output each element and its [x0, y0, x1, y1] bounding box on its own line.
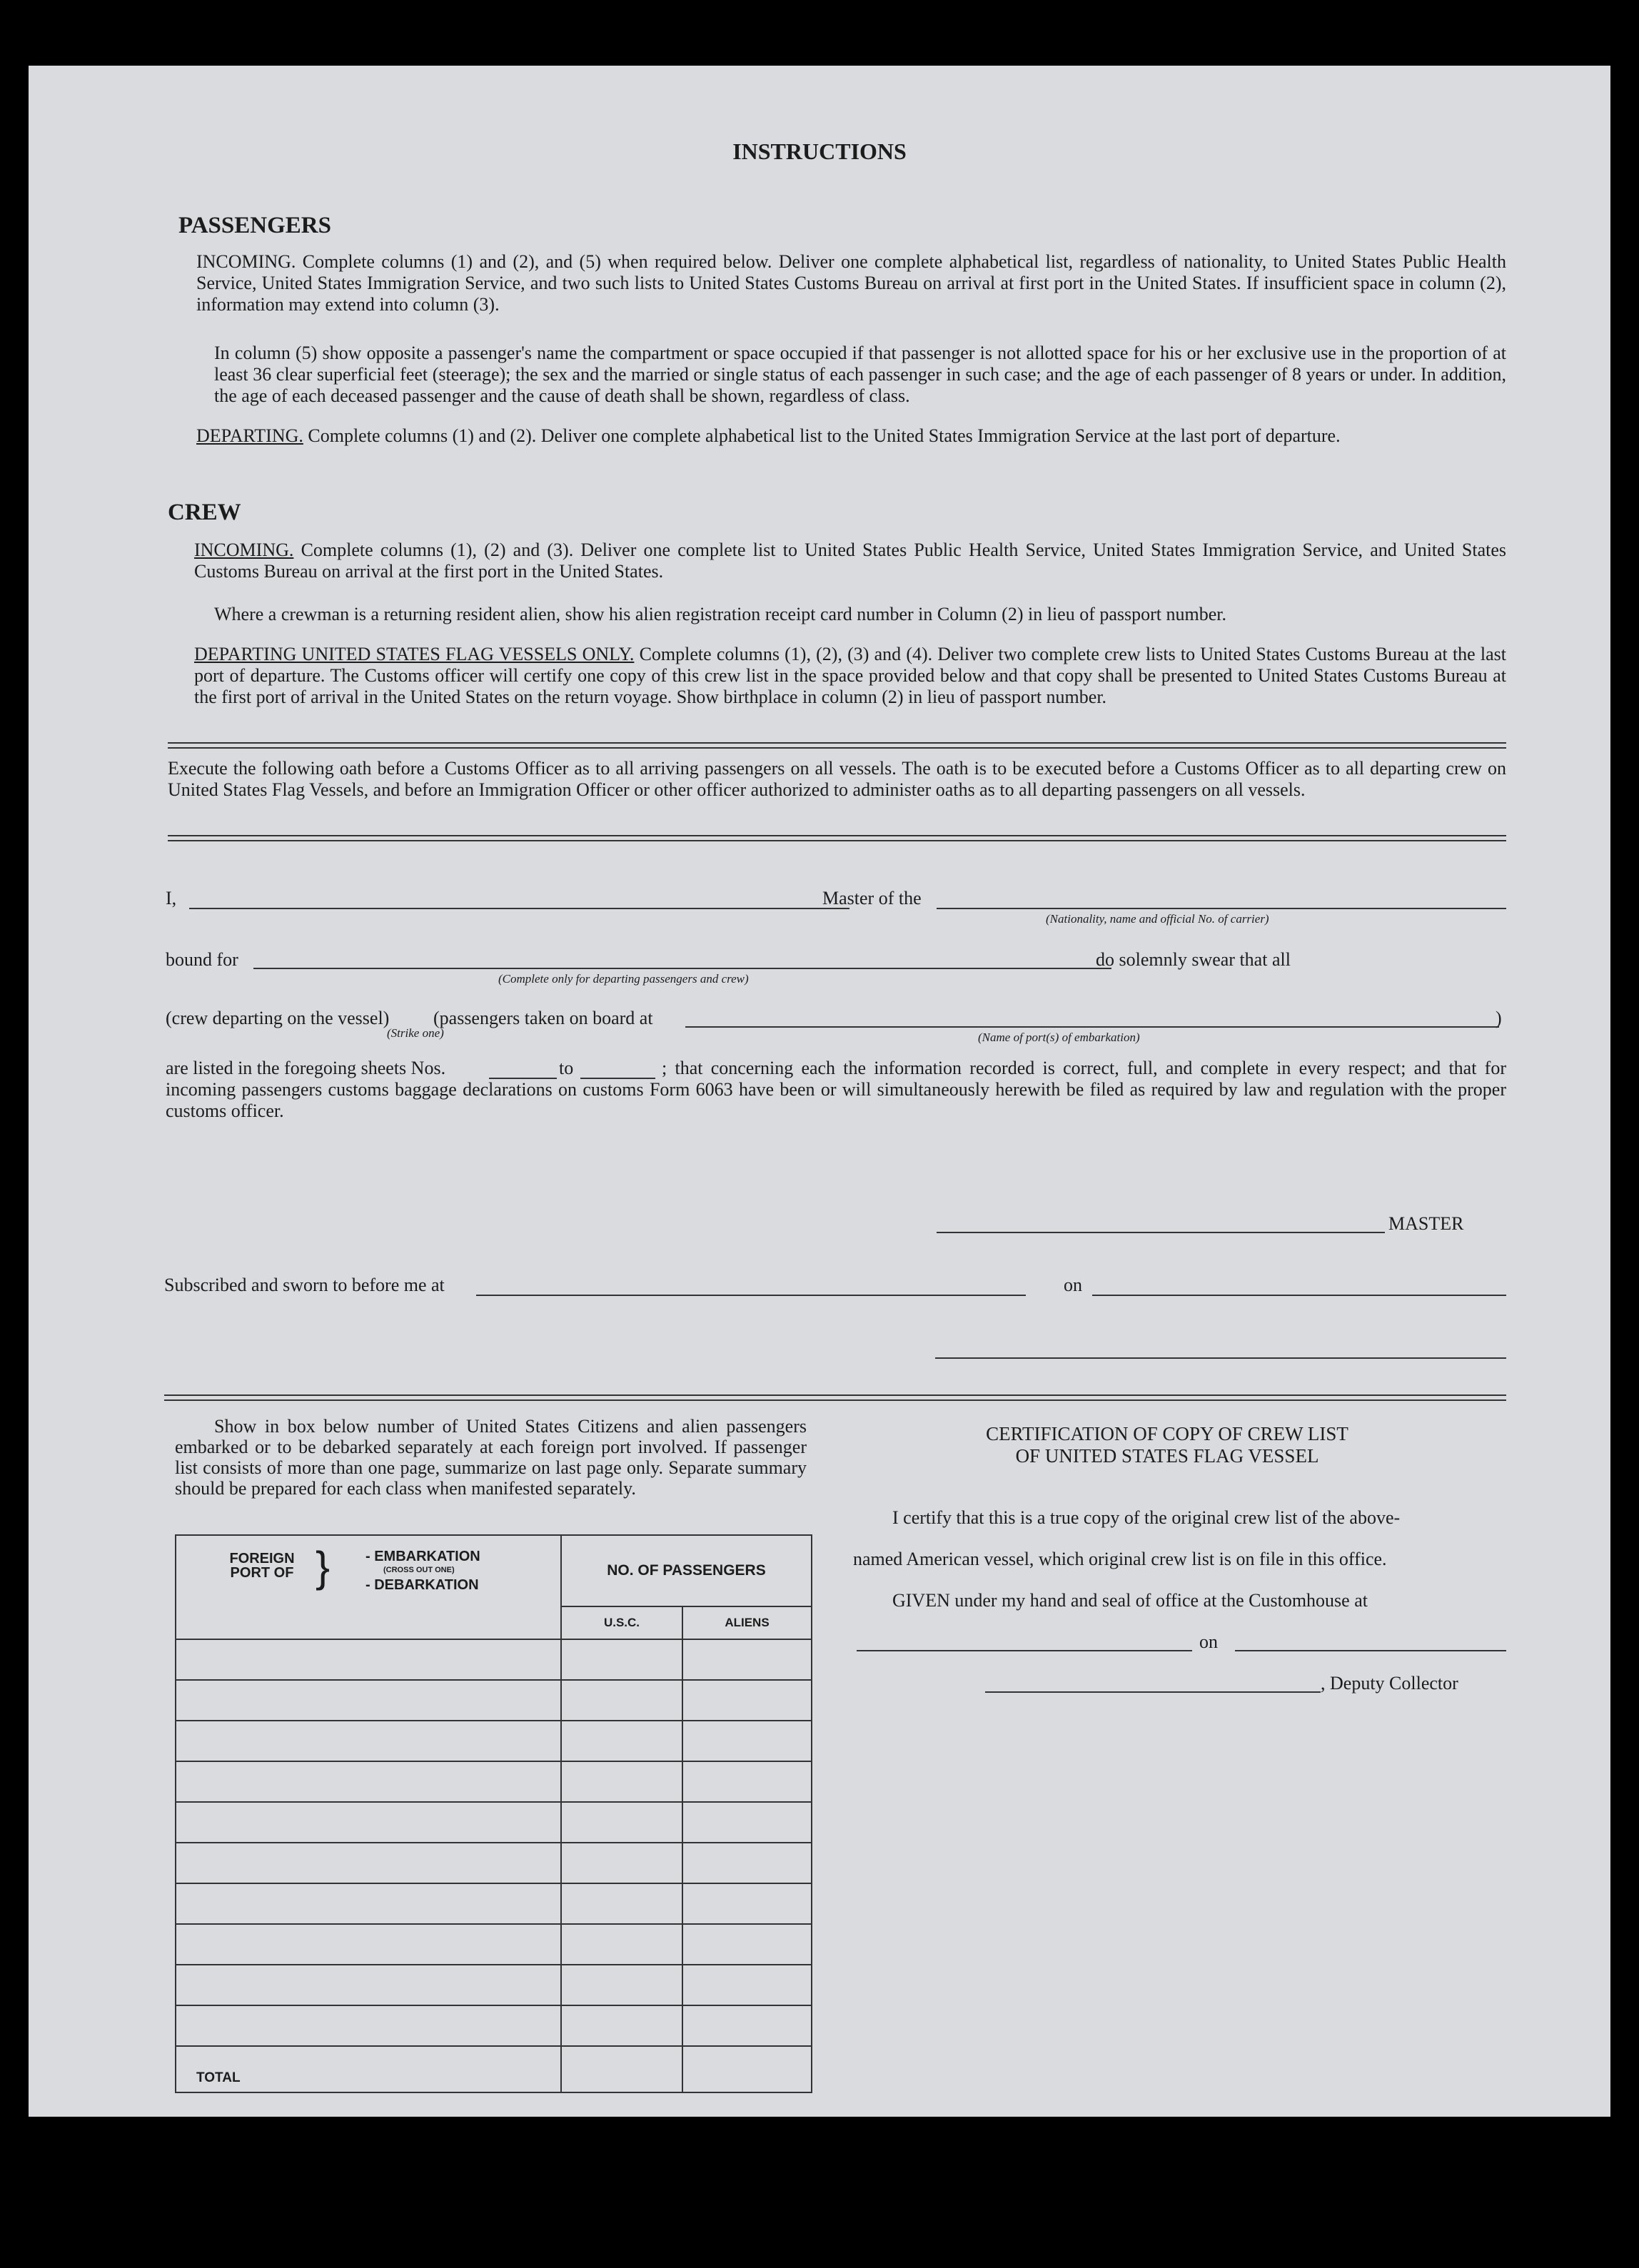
aliens-cell[interactable] [682, 1680, 812, 1721]
no-passengers-header: NO. OF PASSENGERS [561, 1535, 812, 1606]
usc-cell[interactable] [561, 2005, 682, 2046]
sworn-place-field[interactable] [476, 1295, 1026, 1296]
crew-departing-paragraph [194, 644, 1506, 708]
aliens-cell[interactable] [682, 1883, 812, 1924]
crew-incoming-label: INCOMING. [194, 540, 294, 560]
oath-instructions: Execute the following oath before a Customs Officer as to all arriving passengers on all vessels. The oath is to be executed before a Customs Officer as to all departing crew on United States Flag Vessels, and before an Immigration Officer or other officer authorized to administer oaths as to all departing passengers on all vessels. [168, 758, 1506, 800]
certification-on-label: on [1199, 1631, 1218, 1652]
certification-title [828, 1423, 1506, 1467]
port-cell[interactable] [176, 1761, 561, 1802]
embarkation-option[interactable]: - EMBARKATION [365, 1549, 480, 1564]
ports-embarkation-field[interactable] [685, 1026, 1499, 1028]
oath-statement: ; that concerning each the information recorded is correct, full, and complete in every respect; and that for incoming passengers customs baggage declarations on customs Form 6063 have been or will simultaneously herewith be filed as required by law and regulation with the proper customs officer. [166, 1058, 1506, 1121]
usc-cell[interactable] [561, 1924, 682, 1965]
crew-incoming-paragraph [194, 540, 1506, 582]
passengers-departing-paragraph [196, 425, 1506, 447]
aliens-cell[interactable] [682, 1721, 812, 1761]
certification-line3: GIVEN under my hand and seal of office at the Customhouse at [892, 1590, 1368, 1611]
close-paren: ) [1496, 1008, 1502, 1028]
port-cell[interactable] [176, 1802, 561, 1843]
table-row [176, 1802, 812, 1843]
aliens-cell[interactable] [682, 1761, 812, 1802]
aliens-cell[interactable] [682, 1639, 812, 1680]
aliens-total-cell[interactable] [682, 2046, 812, 2092]
usc-cell[interactable] [561, 1721, 682, 1761]
section-divider [164, 1394, 1506, 1401]
usc-cell[interactable] [561, 1680, 682, 1721]
aliens-cell[interactable] [682, 1843, 812, 1883]
crew-departing-option[interactable]: (crew departing on the vessel) [166, 1008, 390, 1028]
usc-cell[interactable] [561, 1883, 682, 1924]
strike-one-caption: (Strike one) [387, 1026, 444, 1040]
section-divider [168, 835, 1506, 841]
usc-cell[interactable] [561, 1802, 682, 1843]
page-title: INSTRUCTIONS [732, 138, 907, 164]
debarkation-option[interactable]: - DEBARKATION [365, 1577, 479, 1593]
table-row [176, 1965, 812, 2005]
crew-heading: CREW [168, 500, 241, 525]
aliens-cell[interactable] [682, 1802, 812, 1843]
deputy-signature-field[interactable] [985, 1691, 1321, 1693]
certification-date-field[interactable] [1235, 1650, 1506, 1651]
table-row [176, 1721, 812, 1761]
table-row [176, 1761, 812, 1802]
port-cell[interactable] [176, 1924, 561, 1965]
officer-signature-field[interactable] [935, 1357, 1506, 1359]
usc-cell[interactable] [561, 1843, 682, 1883]
master-signature-field[interactable] [937, 1232, 1385, 1233]
passengers-incoming-text: Complete columns (1) and (2), and (5) when required below. Deliver one complete alphabetical list, regardless of nationality, to United States Public Health Service, United States Immigration Service, and two such lists to United States Customs Bureau on arrival at first port in the United States. If insufficient space in column (2), information may extend into column (3). [196, 251, 1507, 315]
customhouse-place-field[interactable] [857, 1650, 1192, 1651]
port-cell[interactable] [176, 1965, 561, 2005]
aliens-cell[interactable] [682, 1965, 812, 2005]
passengers-column5-paragraph: In column (5) show opposite a passenger's name the compartment or space occupied if that passenger is not allotted space for his or her exclusive use in the proportion of at least 36 clear superficial feet (steerage); the sex and the married or single status of each passenger in such case; and the age of each passenger of 8 years or under. In addition, the age of each deceased passenger and the cause of death shall be shown, regardless of class. [214, 343, 1506, 406]
ports-caption: (Name of port(s) of embarkation) [978, 1031, 1140, 1044]
table-row [176, 1924, 812, 1965]
usc-cell[interactable] [561, 1639, 682, 1680]
section-divider [168, 742, 1506, 749]
sheets-to-label: to [559, 1058, 574, 1078]
table-row [176, 1883, 812, 1924]
table-row [176, 1843, 812, 1883]
master-name-field[interactable] [189, 908, 849, 909]
passengers-heading: PASSENGERS [178, 213, 331, 238]
passenger-summary-table [175, 1534, 812, 2093]
bound-for-field[interactable] [253, 968, 1111, 969]
aliens-header: ALIENS [682, 1606, 812, 1639]
aliens-cell[interactable] [682, 2005, 812, 2046]
crew-departing-label: DEPARTING UNITED STATES FLAG VESSELS ONLY. [194, 644, 635, 664]
crew-incoming-text: Complete columns (1), (2) and (3). Deliver one complete list to United States Public Health Service, United States Immigration Service, and United States Customs Bureau on arrival at the first port in the United States. [194, 540, 1506, 582]
certification-title-line1: CERTIFICATION OF COPY OF CREW LIST [986, 1423, 1348, 1444]
master-of-the-label: Master of the [822, 888, 922, 908]
certification-line2: named American vessel, which original crew list is on file in this office. [853, 1549, 1387, 1569]
carrier-field[interactable] [937, 908, 1506, 909]
crew-departing-text: Complete columns (1), (2), (3) and (4). Deliver two complete crew lists to United States Customs Bureau at the last port of departure. The Customs officer will certify one copy of this crew list in the space provided below and that copy shall be presented to United States Customs Bureau at the first port of arrival in the United States on the return voyage. Show birthplace in column (2) in lieu of passport number. [194, 644, 1506, 707]
sworn-on-label: on [1064, 1275, 1082, 1295]
passengers-departing-text: Complete columns (1) and (2). Deliver one complete alphabetical list to the United States Immigration Service at the last port of departure. [308, 425, 1341, 446]
usc-cell[interactable] [561, 1761, 682, 1802]
carrier-caption: (Nationality, name and official No. of carrier) [1046, 912, 1269, 926]
passengers-incoming-label: INCOMING. [196, 251, 296, 272]
bound-for-caption: (Complete only for departing passengers and crew) [498, 972, 749, 986]
passengers-departing-label: DEPARTING. [196, 425, 303, 446]
usc-cell[interactable] [561, 1965, 682, 2005]
table-row [176, 2005, 812, 2046]
oath-i-label: I, [166, 888, 177, 908]
port-cell[interactable] [176, 1883, 561, 1924]
master-label: MASTER [1388, 1213, 1464, 1234]
cross-out-caption: (CROSS OUT ONE) [383, 1566, 455, 1574]
passengers-incoming-paragraph [196, 251, 1506, 315]
table-row [176, 1680, 812, 1721]
passengers-taken-option[interactable]: (passengers taken on board at [433, 1008, 653, 1028]
subscribed-label: Subscribed and sworn to before me at [164, 1275, 445, 1295]
crew-resident-paragraph: Where a crewman is a returning resident alien, show his alien registration receipt card number in Column (2) in lieu of passport number. [214, 604, 1227, 624]
sworn-date-field[interactable] [1092, 1295, 1506, 1296]
form-sheet [29, 66, 1610, 2117]
port-cell[interactable] [176, 1843, 561, 1883]
bound-for-label: bound for [166, 949, 238, 970]
foreign-port-header [176, 1535, 561, 1639]
total-label: TOTAL [176, 2046, 561, 2092]
brace-symbol: } [316, 1543, 331, 1591]
port-cell[interactable] [176, 2005, 561, 2046]
port-cell[interactable] [176, 1639, 561, 1680]
certification-line1: I certify that this is a true copy of the original crew list of the above- [892, 1507, 1401, 1528]
port-cell[interactable] [176, 1680, 561, 1721]
solemnly-swear-label: do solemnly swear that all [1096, 949, 1291, 970]
total-row [176, 2046, 812, 2092]
certification-title-line2: OF UNITED STATES FLAG VESSEL [1015, 1445, 1319, 1467]
usc-header: U.S.C. [561, 1606, 682, 1639]
deputy-collector-label: , Deputy Collector [1321, 1673, 1458, 1694]
aliens-cell[interactable] [682, 1924, 812, 1965]
usc-total-cell[interactable] [561, 2046, 682, 2092]
sheets-label: are listed in the foregoing sheets Nos. [166, 1058, 446, 1078]
summary-instructions: Show in box below number of United States Citizens and alien passengers embarked or to be debarked separately at each foreign port involved. If passenger list consists of more than one page, summarize on last page only. Separate summary should be prepared for each class when manifested separately. [175, 1416, 807, 1499]
table-row [176, 1639, 812, 1680]
foreign-port-label: FOREIGN PORT OF [229, 1551, 295, 1581]
port-cell[interactable] [176, 1721, 561, 1761]
